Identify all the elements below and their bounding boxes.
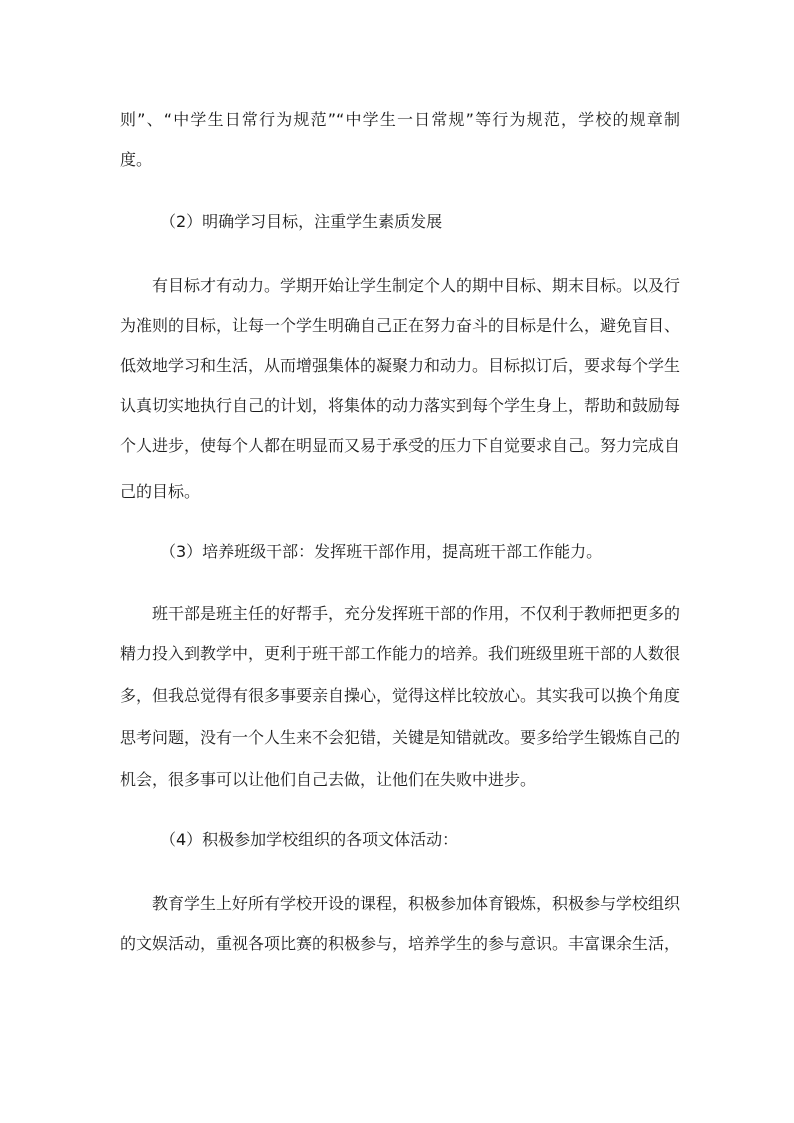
paragraph-line: 低效地学习和生活，从而增强集体的凝聚力和动力。目标拟订后，要求每个学生 xyxy=(120,356,681,375)
paragraph-line: 个人进步，使每个人都在明显而又易于承受的压力下自觉要求自己。努力完成自 xyxy=(120,436,681,455)
paragraph-line: 思考问题，没有一个人生来不会犯错，关键是知错就改。要多给学生锻炼自己的 xyxy=(120,728,681,747)
paragraph-line: 机会，很多事可以让他们自己去做，让他们在失败中进步。 xyxy=(120,770,537,789)
paragraph-line: 精力投入到教学中，更利于班干部工作能力的培养。我们班级里班干部的人数很 xyxy=(120,644,681,663)
paragraph-line: 多，但我总觉得有很多事要亲自操心，觉得这样比较放心。其实我可以换个角度 xyxy=(120,686,681,705)
paragraph-line: 度。 xyxy=(120,150,153,169)
section-heading: （2）明确学习目标，注重学生素质发展 xyxy=(160,212,443,231)
paragraph-line: 有目标才有动力。学期开始让学生制定个人的期中目标、期末目标。以及行 xyxy=(152,276,681,295)
section-heading: （4）积极参加学校组织的各项文体活动： xyxy=(160,830,459,849)
section-heading: （3）培养班级干部：发挥班干部作用，提高班干部工作能力。 xyxy=(160,542,603,561)
paragraph-line: 认真切实地执行自己的计划，将集体的动力落实到每个学生身上，帮助和鼓励每 xyxy=(120,396,681,415)
paragraph-line: 教育学生上好所有学校开设的课程，积极参加体育锻炼，积极参与学校组织 xyxy=(152,894,681,913)
paragraph-line: 则”、“中学生日常行为规范”“中学生一日常规”等行为规范，学校的规章制 xyxy=(120,110,680,129)
paragraph-line: 为准则的目标，让每一个学生明确自己正在努力奋斗的目标是什么，避免盲目、 xyxy=(120,316,681,335)
paragraph-line: 己的目标。 xyxy=(120,482,201,501)
paragraph-line: 班干部是班主任的好帮手，充分发挥班干部的作用，不仅利于教师把更多的 xyxy=(152,604,681,623)
paragraph-line: 的文娱活动，重视各项比赛的积极参与，培养学生的参与意识。丰富课余生活， xyxy=(120,934,681,953)
